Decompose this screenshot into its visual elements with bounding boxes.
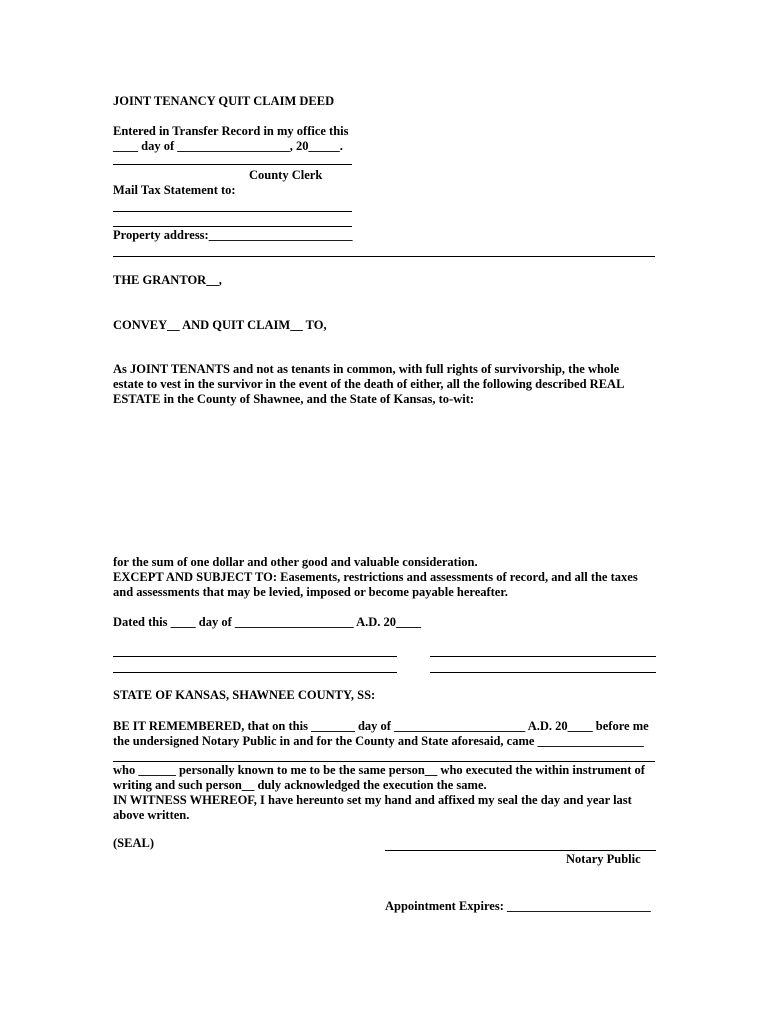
transfer-record-line-2: ____ day of __________________, 20_____.: [113, 139, 343, 153]
mail-tax-line-1: [113, 211, 352, 212]
seal-label: (SEAL): [113, 836, 154, 850]
grantor-line: THE GRANTOR__,: [113, 273, 222, 287]
consideration-line-1: for the sum of one dollar and other good and valuable consideration.: [113, 555, 478, 569]
witness-line-1: IN WITNESS WHEREOF, I have hereunto set my hand and affixed my seal the day and year last: [113, 793, 632, 807]
county-clerk-label: County Clerk: [249, 168, 323, 182]
who-line-1: who ______ personally known to me to be the same person__ who executed the within instrument of: [113, 763, 645, 777]
mail-tax-line-2: [113, 226, 352, 227]
remembered-line-1: BE IT REMEMBERED, that on this _______ day of _____________________ A.D. 20____ before me: [113, 719, 649, 733]
notary-signature-line: [385, 850, 656, 851]
grantor-signature-line-3: [113, 672, 397, 673]
who-line-2: writing and such person__ duly acknowledged the execution the same.: [113, 778, 487, 792]
grantor-signature-line-2: [430, 656, 656, 657]
witness-line-2: above written.: [113, 808, 190, 822]
section-divider: [113, 256, 655, 257]
notary-public-label: Notary Public: [566, 852, 641, 866]
grantor-signature-line-1: [113, 656, 397, 657]
transfer-record-line-1: Entered in Transfer Record in my office this: [113, 124, 349, 138]
grantor-signature-line-4: [430, 672, 656, 673]
joint-tenants-line-3: ESTATE in the County of Shawnee, and the State of Kansas, to-wit:: [113, 392, 475, 406]
convey-line: CONVEY__ AND QUIT CLAIM__ TO,: [113, 318, 327, 332]
remembered-line-2: the undersigned Notary Public in and for the County and State aforesaid, came _________________: [113, 734, 644, 748]
county-clerk-signature-line: [113, 164, 352, 165]
appearing-party-line: [113, 761, 655, 762]
joint-tenants-line-2: estate to vest in the survivor in the event of the death of either, all the following described REAL: [113, 377, 625, 391]
dated-line: Dated this ____ day of ___________________ A.D. 20____: [113, 615, 421, 629]
consideration-line-2: EXCEPT AND SUBJECT TO: Easements, restrictions and assessments of record, and all the taxes: [113, 570, 638, 584]
mail-tax-label: Mail Tax Statement to:: [113, 183, 236, 197]
consideration-line-3: and assessments that may be levied, imposed or become payable hereafter.: [113, 585, 508, 599]
joint-tenants-line-1: As JOINT TENANTS and not as tenants in common, with full rights of survivorship, the whole: [113, 362, 620, 376]
property-address: Property address:_______________________: [113, 228, 353, 242]
appointment-expires: Appointment Expires: _______________________: [385, 899, 651, 913]
state-county-line: STATE OF KANSAS, SHAWNEE COUNTY, SS:: [113, 688, 376, 702]
deed-title: JOINT TENANCY QUIT CLAIM DEED: [113, 94, 335, 108]
